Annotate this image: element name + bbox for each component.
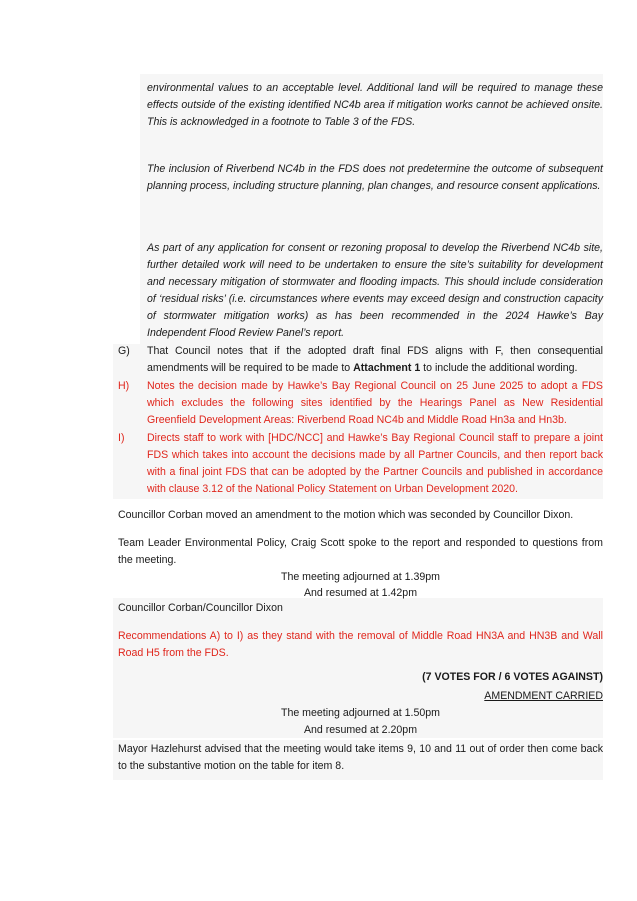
adjournment-1-text: The meeting adjourned at 1.39pm xyxy=(280,571,440,583)
item-g-label: G) xyxy=(118,345,130,357)
team-leader-text: Team Leader Environmental Policy, Craig Scott spoke to the report and responded to questions from the meeting. xyxy=(118,537,603,566)
attachment-1-reference: Attachment 1 xyxy=(353,362,421,374)
adjournment-2-text: The meeting adjourned at 1.50pm xyxy=(280,707,440,719)
item-i-label: I) xyxy=(118,432,125,444)
amendment-carried-label xyxy=(118,688,603,705)
quote-paragraph-3: As part of any application for consent or rezoning proposal to develop the Riverbend NC4b site, further detailed work will need to be undertaken to ensure the site’s suitability for development and necessary mitigation of stormwater and flooding impacts. This should include consideration of ‘residual risks’ (i.e. circumstances where events may exceed design and construction capacity of stormwater mitigation works) as has been recommended in the 2024 Hawke’s Bay Independent Flood Review Panel’s report. xyxy=(147,242,603,339)
item-g-text-end: to include the additional wording. xyxy=(420,362,578,374)
item-h-label: H) xyxy=(118,380,130,392)
item-h-text: Notes the decision made by Hawke’s Bay Regional Council on 25 June 2025 to adopt a FDS which excludes the following sites identified by the Hearings Panel as New Residential Greenfield Development Areas: Riverbend Road NC4b and Middle Road Hn3a and Hn3b. xyxy=(147,380,603,426)
amendment-moved-text: Councillor Corban moved an amendment to the motion which was seconded by Councillor Dixon. xyxy=(118,509,574,521)
quote-paragraph-2: The inclusion of Riverbend NC4b in the FDS does not predetermine the outcome of subsequent planning process, including structure planning, plan changes, and resource consent applications. xyxy=(147,163,603,192)
resumption-1-text: And resumed at 1.42pm xyxy=(303,587,418,599)
recommendation-text: Recommendations A) to I) as they stand with the removal of Middle Road HN3A and HN3B and Wall Road H5 from the FDS. xyxy=(118,630,603,659)
item-g-text xyxy=(147,343,603,377)
movers-text: Councillor Corban/Councillor Dixon xyxy=(118,602,283,614)
item-i-text: Directs staff to work with [HDC/NCC] and Hawke’s Bay Regional Council staff to prepare a joint FDS which takes into account the decisions made by all Partner Councils, and then report back with a final joint FDS that can be adopted by the Partner Councils and published in accordance with clause 3.12 of the National Policy Statement on Urban Development 2020. xyxy=(147,432,603,495)
quote-paragraph-1: environmental values to an acceptable level. Additional land will be required to manage these effects outside of the existing identified NC4b area if mitigation works cannot be achieved onsite. This is acknowledged in a footnote to Table 3 of the FDS. xyxy=(147,82,603,128)
item-g-text-start: That Council notes that if the adopted draft final FDS aligns with F, then consequential amendments will be required to be made to xyxy=(147,345,603,374)
vote-count xyxy=(118,669,603,686)
mayor-advice-text: Mayor Hazlehurst advised that the meeting would take items 9, 10 and 11 out of order then come back to the substantive motion on the table for item 8. xyxy=(118,743,603,772)
resumption-2-text: And resumed at 2.20pm xyxy=(303,724,418,736)
amendment-carried-text: AMENDMENT CARRIED xyxy=(484,690,603,702)
vote-count-text: (7 VOTES FOR / 6 VOTES AGAINST) xyxy=(422,671,603,683)
